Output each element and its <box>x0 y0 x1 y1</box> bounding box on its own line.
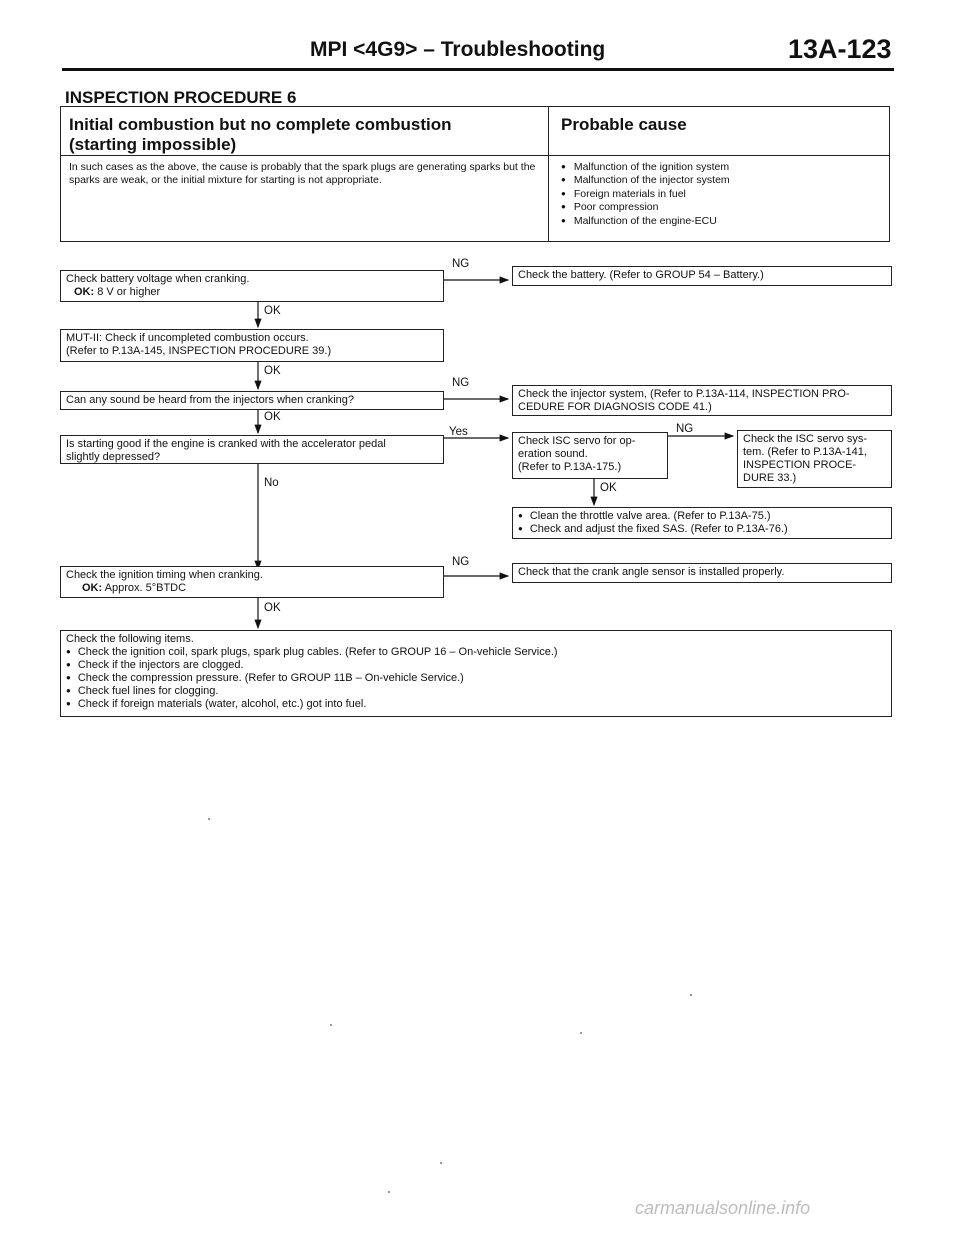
symptom-heading-line1: Initial combustion but no complete combustion <box>69 115 452 134</box>
step3-injector-sound-box: Can any sound be heard from the injectors when cranking? <box>60 391 444 410</box>
isc-line2: eration sound. <box>518 448 588 460</box>
isc-line3: (Refer to P.13A-175.) <box>518 461 622 473</box>
scan-speck <box>690 994 692 996</box>
step2-mut-box <box>60 329 444 362</box>
isc-system-line1: Check the ISC servo sys- <box>743 433 868 445</box>
list-item: ● Check fuel lines for clogging. <box>66 685 886 698</box>
page-number: 13A-123 <box>788 34 892 64</box>
ng-label: NG <box>452 258 470 270</box>
page-header-title: MPI <4G9> – Troubleshooting <box>310 38 606 61</box>
final-checks-box <box>60 630 892 717</box>
step1-battery-box <box>60 270 444 302</box>
final-checks-intro: Check the following items. <box>66 633 194 645</box>
scan-speck <box>208 818 210 820</box>
ok-criteria-value: 8 V or higher <box>97 286 161 298</box>
ok-criteria-label: OK: <box>74 286 95 298</box>
ok-criteria-value: Approx. 5°BTDC <box>104 582 187 594</box>
step2-text-line2: (Refer to P.13A-145, INSPECTION PROCEDURE 39.) <box>66 345 332 357</box>
isc-system-line2: tem. (Refer to P.13A-141, <box>743 446 867 458</box>
ok-criteria-label: OK: <box>82 582 103 594</box>
list-item: ● Check and adjust the fixed SAS. (Refer to P.13A-76.) <box>518 523 886 536</box>
scan-speck <box>440 1162 442 1164</box>
section-title: INSPECTION PROCEDURE 6 <box>65 88 297 107</box>
cause-item: ● Foreign materials in fuel <box>561 188 730 201</box>
step5-ng-box: Check that the crank angle sensor is installed properly. <box>512 563 892 583</box>
list-item: ● Check if the injectors are clogged. <box>66 659 886 672</box>
step3-ng-line1: Check the injector system, (Refer to P.13A-114, INSPECTION PRO- <box>518 388 850 400</box>
step4-accelerator-box <box>60 435 444 464</box>
step3-ng-line2: CEDURE FOR DIAGNOSIS CODE 41.) <box>518 401 712 413</box>
step5-text: Check the ignition timing when cranking. <box>66 569 263 581</box>
throttle-sas-list <box>518 510 886 536</box>
final-checks-list <box>66 646 886 711</box>
cause-item: ● Malfunction of the injector system <box>561 174 730 187</box>
scan-speck <box>580 1032 582 1034</box>
ok-label: OK <box>264 411 281 423</box>
isc-servo-sound-box <box>512 432 668 479</box>
step5-ignition-timing-box <box>60 566 444 598</box>
ok-label: OK <box>264 365 281 377</box>
ok-label: OK <box>264 602 281 614</box>
step5-criteria <box>66 582 438 595</box>
isc-line1: Check ISC servo for op- <box>518 435 636 447</box>
list-item: ● Clean the throttle valve area. (Refer to P.13A-75.) <box>518 510 886 523</box>
scan-speck <box>388 1191 390 1193</box>
ng-label: NG <box>452 556 470 568</box>
symptom-description: In such cases as the above, the cause is probably that the spark plugs are generating sparks but the sparks are weak, or the initial mixture for starting is not appropriate. <box>69 161 536 186</box>
ok-label: OK <box>600 482 617 494</box>
cause-item: ● Malfunction of the engine-ECU <box>561 215 730 228</box>
throttle-sas-box <box>512 507 892 539</box>
step4-line1: Is starting good if the engine is cranked with the accelerator pedal <box>66 438 386 450</box>
ng-label: NG <box>676 423 694 435</box>
list-item: ● Check if foreign materials (water, alcohol, etc.) got into fuel. <box>66 698 886 711</box>
isc-system-line4: DURE 33.) <box>743 472 797 484</box>
probable-cause-heading: Probable cause <box>561 115 687 134</box>
step2-text-line1: MUT-II: Check if uncompleted combustion occurs. <box>66 332 309 344</box>
step1-criteria <box>66 286 438 299</box>
isc-system-line3: INSPECTION PROCE- <box>743 459 857 471</box>
cause-item: ● Poor compression <box>561 201 730 214</box>
watermark: carmanualsonline.info <box>635 1198 811 1218</box>
step1-text: Check battery voltage when cranking. <box>66 273 250 285</box>
step3-ng-box <box>512 385 892 416</box>
scan-speck <box>330 1024 332 1026</box>
step4-line2: slightly depressed? <box>66 451 161 463</box>
symptom-heading-line2: (starting impossible) <box>69 135 237 154</box>
ok-label: OK <box>264 305 281 317</box>
no-label: No <box>264 477 279 489</box>
ng-label: NG <box>452 377 470 389</box>
isc-system-box <box>737 430 892 488</box>
step1-ng-box: Check the battery. (Refer to GROUP 54 – Battery.) <box>512 266 892 286</box>
yes-label: Yes <box>449 426 468 438</box>
list-item: ● Check the ignition coil, spark plugs, spark plug cables. (Refer to GROUP 16 – On-vehicle Service.) <box>66 646 886 659</box>
list-item: ● Check the compression pressure. (Refer to GROUP 11B – On-vehicle Service.) <box>66 672 886 685</box>
cause-item: ● Malfunction of the ignition system <box>561 161 730 174</box>
